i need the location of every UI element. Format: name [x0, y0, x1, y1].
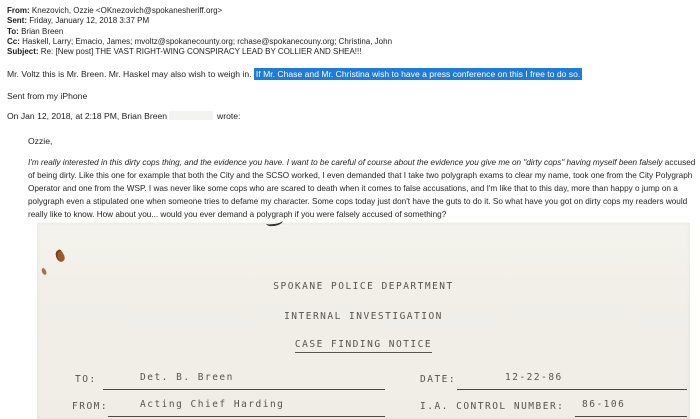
- paper-stain: [53, 249, 66, 263]
- scanned-document-image[interactable]: [37, 222, 690, 419]
- to-value: Brian Breen: [21, 26, 64, 36]
- document-heading: [37, 339, 690, 350]
- document-subtitle: INTERNAL INVESTIGATION: [284, 311, 443, 322]
- paragraph-regular-part: accused of being dirty. Like this one for example that both the City and the SCSO worked, I even demanded that I take two polygraph exams to clear my name, took one from the City Polygraph Operator and one from the WSP. I was never like some cops who are scared to death when it comes to false accusations, and I'm like that to this day, more than happy o jump on a polygraph even a stipulated one when someone tries to defame my character. Some cops today just don't have the guts to do it. So what have you got on dirty cops my readers would really like to know. How about you... would you ever demand a polygraph if you were falsely accused of something?: [28, 158, 696, 220]
- form-ia-control-value: 86-106: [582, 399, 626, 410]
- form-date-line: [457, 389, 687, 390]
- attribution-prefix: On Jan 12, 2018, at 2:18 PM, Brian Breen: [7, 111, 168, 121]
- document-title: SPOKANE POLICE DEPARTMENT: [273, 281, 454, 292]
- form-from-value: Acting Chief Harding: [140, 399, 285, 410]
- reply-line: [7, 69, 582, 79]
- reply-text: Mr. Voltz this is Mr. Breen. Mr. Haskel may also wish to weigh in.: [7, 69, 254, 79]
- header-from-row: [7, 6, 392, 16]
- from-value: Knezovich, Ozzie <OKnezovich@spokanesheriff.org>: [31, 6, 223, 15]
- subject-label: Subject:: [7, 47, 39, 57]
- paper-stain-small: [41, 267, 48, 275]
- form-ia-control-label: I.A. CONTROL NUMBER:: [420, 401, 565, 412]
- document-heading-text: CASE FINDING NOTICE: [295, 339, 432, 353]
- to-label: To:: [7, 26, 19, 36]
- email-header: [7, 6, 392, 57]
- form-date-label: DATE:: [420, 374, 457, 385]
- cc-value: Haskell, Larry; Emacio, James; mvoltz@spokanecounty.org; rchase@spokanecouny.org; Christina, John: [22, 36, 393, 46]
- form-to-value: Det. B. Breen: [140, 372, 234, 383]
- from-label: From:: [7, 6, 30, 15]
- sent-label: Sent:: [7, 16, 27, 26]
- scan-cutoff-mark: [266, 217, 284, 227]
- subject-value: Re: [New post] THE VAST RIGHT-WING CONSPIRACY LEAD BY COLLIER AND SHEA!!!: [40, 47, 362, 57]
- form-from-label: FROM:: [72, 401, 109, 412]
- signature-line: Sent from my iPhone: [7, 91, 88, 101]
- header-to-row: [7, 27, 392, 37]
- form-from-line: [108, 416, 385, 417]
- form-to-label: TO:: [75, 374, 97, 385]
- quoted-paragraph: [28, 156, 696, 221]
- header-subject-row: [7, 47, 392, 57]
- header-sent-row: [7, 16, 392, 26]
- greeting-line: Ozzie,: [28, 136, 53, 146]
- quote-attribution-line: [7, 111, 240, 121]
- header-cc-row: [7, 37, 392, 47]
- cc-label: Cc:: [7, 36, 20, 46]
- form-date-value: 12-22-86: [505, 372, 563, 383]
- highlighted-selection: If Mr. Chase and Mr. Christina wish to have a press conference on this I free to do so.: [255, 69, 581, 79]
- paragraph-italic-part: I'm really interested in this dirty cops thing, and the evidence you have. I want to be careful of course about the evidence you give me on "dirty cops" having myself been falsely: [28, 158, 663, 167]
- sent-value: Friday, January 12, 2018 3:37 PM: [29, 16, 150, 26]
- attribution-suffix: wrote:: [217, 111, 241, 121]
- redacted-email-box: [169, 111, 213, 120]
- form-to-line: [103, 389, 385, 390]
- form-ia-control-line: [575, 416, 687, 417]
